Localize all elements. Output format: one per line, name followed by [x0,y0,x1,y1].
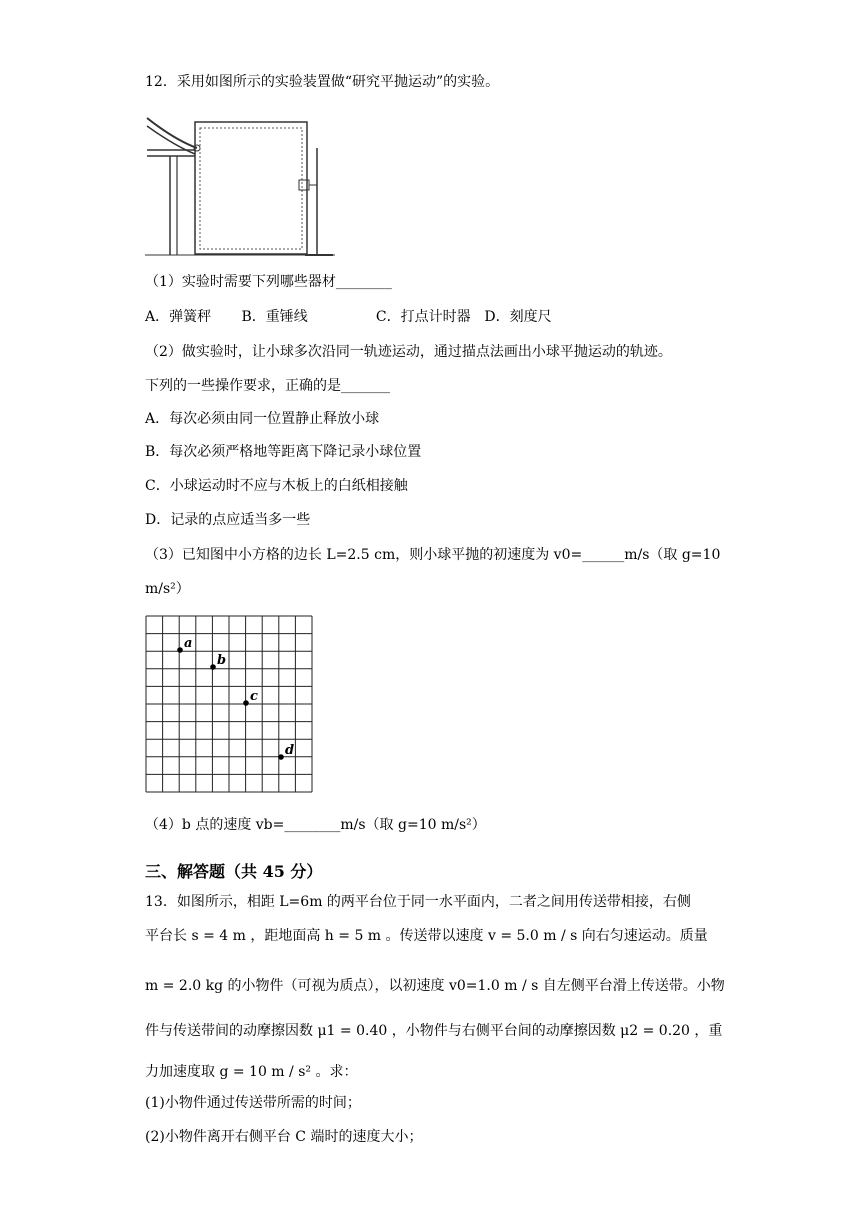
question-13-line3: m = 2.0 kg 的小物件（可视为质点），以初速度 v0=1.0 m / s 自左侧平台滑上传送带。小物 [145,978,725,994]
part2-option-c: C．小球运动时不应与木板上的白纸相接触 [145,478,408,494]
question-12-part4: （4）b 点的速度 vb=________m/s（取 g=10 m/s²） [145,817,486,833]
part2-option-b: B．每次必须严格地等距离下降记录小球位置 [145,444,422,460]
grid-point-label-a: a [184,636,193,651]
question-12-part1: （1）实验时需要下列哪些器材________ [145,274,392,290]
question-13-sub1: (1)小物件通过传送带所需的时间； [145,1095,361,1111]
grid-point-label-d: d [285,743,295,758]
question-12-part2-line1: （2）做实验时，让小球多次沿同一轨迹运动，通过描点法画出小球平抛运动的轨迹。 [145,344,672,360]
option-b: B．重锤线 [241,309,308,325]
grid-point-b [210,664,216,670]
question-12-part3-line1: （3）已知图中小方格的边长 L=2.5 cm，则小球平抛的初速度为 v0=______m/s（取 g=10 [145,547,721,563]
question-13-line1: 13．如图所示，相距 L=6m 的两平台位于同一水平面内，二者之间用传送带相接，右侧 [145,894,691,910]
section-heading: 三、解答题（共 45 分） [145,862,323,881]
trajectory-grid [145,615,313,793]
part1-options [145,307,552,327]
grid-point-c [243,700,249,706]
part2-option-d: D．记录的点应适当多一些 [145,512,311,528]
grid-point-a [177,647,183,653]
question-12-title: 12．采用如图所示的实验装置做“研究平抛运动”的实验。 [145,74,500,90]
grid-point-label-b: b [217,653,227,668]
question-12-part3-line2: m/s²） [145,581,190,597]
question-13-line4: 件与传送带间的动摩擦因数 μ1 = 0.40 ，小物件与右侧平台间的动摩擦因数 μ2 = 0.20 ，重 [145,1023,723,1039]
question-13-sub2: (2)小物件离开右侧平台 C 端时的速度大小； [145,1129,423,1145]
apparatus-figure [145,110,335,260]
option-c: C．打点计时器 [375,309,471,325]
grid-point-label-c: c [250,689,258,704]
option-a: A．弹簧秤 [145,309,212,325]
option-d: D．刻度尺 [484,309,552,325]
question-12-part2-line2: 下列的一些操作要求，正确的是_______ [145,378,390,394]
question-13-line5: 力加速度取 g = 10 m / s² 。求： [145,1064,358,1080]
question-13-line2: 平台长 s = 4 m ，距地面高 h = 5 m 。传送带以速度 v = 5.0 m / s 向右匀速运动。质量 [145,928,708,944]
part2-option-a: A．每次必须由同一位置静止释放小球 [145,411,380,427]
grid-point-d [278,754,284,760]
